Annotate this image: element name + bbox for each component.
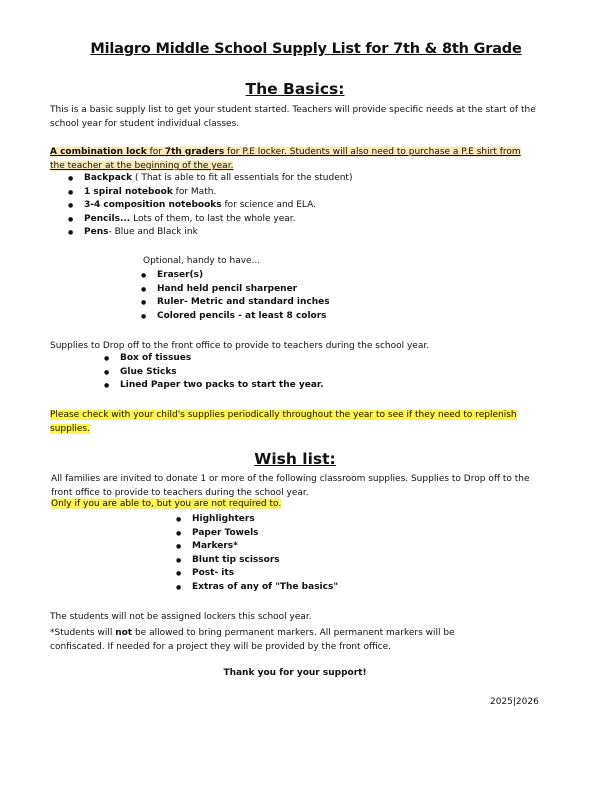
list-item: ● Pencils... Lots of them, to last the whole year. bbox=[68, 213, 352, 227]
list-item: ● 1 spiral notebook for Math. bbox=[68, 186, 352, 200]
basics-intro: This is a basic supply list to get your student started. Teachers will provide specific needs at the start of the school year for student individual classes. bbox=[50, 105, 536, 129]
page-title: Milagro Middle School Supply List for 7th & 8th Grade bbox=[90, 41, 522, 57]
wishlist-items bbox=[176, 513, 338, 595]
list-item: ● Eraser(s) bbox=[141, 269, 330, 283]
list-item: ● Colored pencils - at least 8 colors bbox=[141, 310, 330, 324]
school-year: 2025|2026 bbox=[490, 697, 539, 707]
list-item: ● Glue Sticks bbox=[104, 366, 324, 380]
thanks: Thank you for your support! bbox=[223, 668, 367, 678]
list-item: ● Paper Towels bbox=[176, 527, 338, 541]
wishlist-intro: All families are invited to donate 1 or more of the following classroom supplies. Supplies to Drop off to the front office to provide to teachers during the school year. bbox=[51, 474, 530, 498]
only-if-note: Only if you are able to, but you are not required to. bbox=[51, 499, 282, 509]
list-item: ● Post- its bbox=[176, 567, 338, 581]
list-item: ● Pens- Blue and Black ink bbox=[68, 226, 352, 240]
lock-note-rest: for P.E locker. Students will also need to purchase a P.E shirt from the teacher at the beginning of the year. bbox=[50, 147, 521, 171]
lock-note-bold: A combination lock bbox=[50, 147, 147, 157]
list-item: ● Lined Paper two packs to start the year. bbox=[104, 379, 324, 393]
optional-heading: Optional, handy to have... bbox=[143, 256, 261, 266]
list-item: ● Blunt tip scissors bbox=[176, 554, 338, 568]
lockers-note: The students will not be assigned lockers this school year. bbox=[50, 612, 312, 622]
list-item: ● Ruler- Metric and standard inches bbox=[141, 296, 330, 310]
check-note: Please check with your child's supplies periodically throughout the year to see if they need to replenish supplies. bbox=[50, 410, 517, 434]
list-item: ● Box of tissues bbox=[104, 352, 324, 366]
dropoff-list bbox=[104, 352, 324, 393]
lock-note bbox=[50, 145, 530, 173]
list-item: ● Hand held pencil sharpener bbox=[141, 283, 330, 297]
lock-note-grade: 7th graders bbox=[164, 147, 225, 157]
basics-list bbox=[68, 172, 352, 240]
list-item: ● Backpack ( That is able to fit all essentials for the student) bbox=[68, 172, 352, 186]
markers-note: *Students will not be allowed to bring permanent markers. All permanent markers will be confiscated. If needed for a project they will be provided by the front office. bbox=[50, 628, 455, 652]
list-item: ● Markers* bbox=[176, 540, 338, 554]
lock-note-for: for bbox=[146, 147, 165, 157]
list-item: ● Highlighters bbox=[176, 513, 338, 527]
list-item: ● Extras of any of "The basics" bbox=[176, 581, 338, 595]
wishlist-heading: Wish list: bbox=[254, 450, 336, 468]
dropoff-intro: Supplies to Drop off to the front office to provide to teachers during the school year. bbox=[50, 341, 430, 351]
basics-heading: The Basics: bbox=[245, 80, 345, 98]
optional-list bbox=[141, 269, 330, 323]
list-item: ● 3-4 composition notebooks for science and ELA. bbox=[68, 199, 352, 213]
